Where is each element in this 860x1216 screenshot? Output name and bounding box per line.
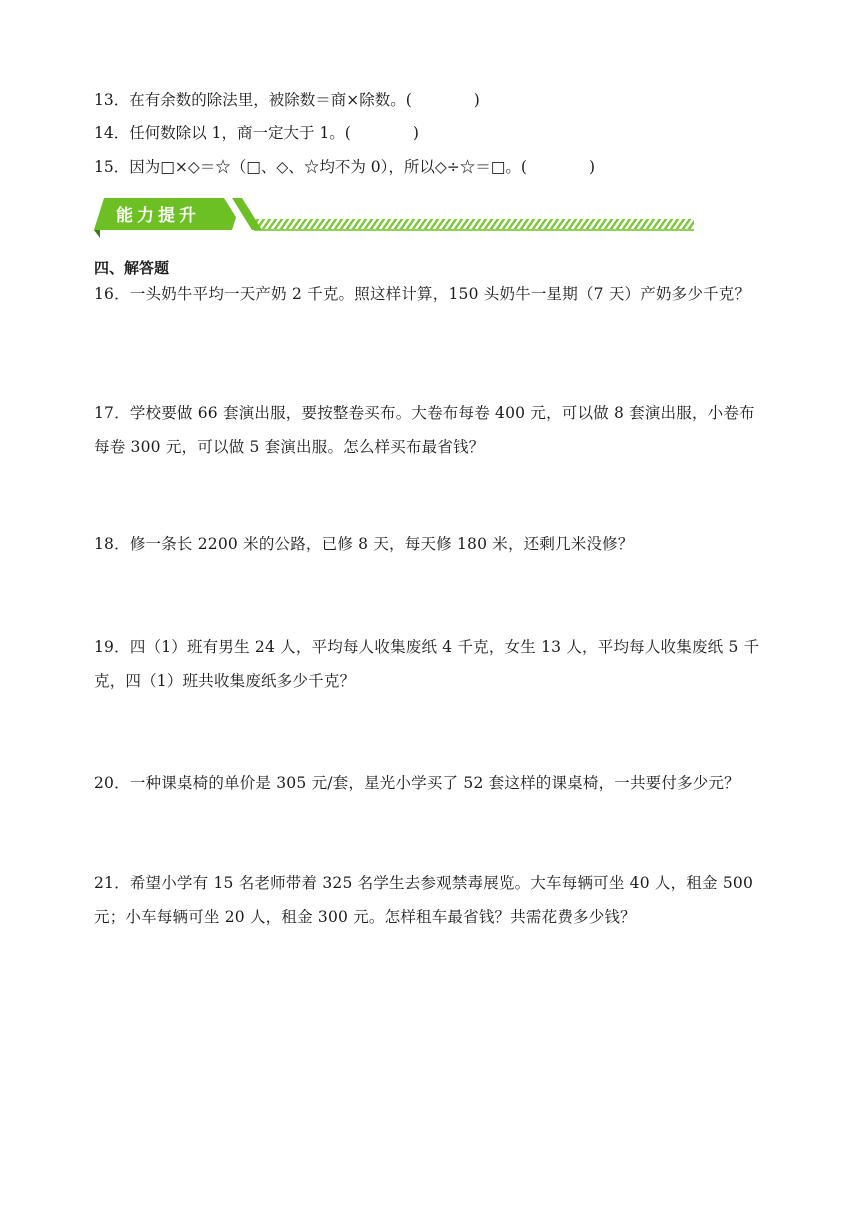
- section-title: 四、解答题: [94, 259, 170, 277]
- problem-17: 17．学校要做 66 套演出服，要按整卷买布。大卷布每卷 400 元，可以做 8 套演出服，小卷布每卷 300 元，可以做 5 套演出服。怎么样买布最省钱？: [94, 404, 755, 456]
- banner-graphic: [94, 194, 696, 240]
- banner-fold: [94, 230, 100, 238]
- problem-19: 19．四（1）班有男生 24 人，平均每人收集废纸 4 千克，女生 13 人，平均每人收集废纸 5 千克，四（1）班共收集废纸多少千克？: [94, 638, 760, 690]
- banner-stripe-bar: [254, 219, 694, 229]
- problem-20: 20．一种课桌椅的单价是 305 元/套，星光小学买了 52 套这样的课桌椅，一共要付多少元？: [94, 774, 740, 792]
- problem-21: 21．希望小学有 15 名老师带着 325 名学生去参观禁毒展览。大车每辆可坐 40 人，租金 500 元；小车每辆可坐 20 人，租金 300 元。怎样租车最省钱？共需花费多少钱？: [94, 874, 754, 926]
- judgement-item-14: 14．任何数除以 1，商一定大于 1。( ): [94, 124, 419, 142]
- problem-16: 16．一头奶牛平均一天产奶 2 千克。照这样计算，150 头奶牛一星期（7 天）产奶多少千克？: [94, 285, 751, 303]
- problem-18: 18．修一条长 2200 米的公路，已修 8 天，每天修 180 米，还剩几米没修？: [94, 535, 634, 553]
- judgement-item-15: 15．因为□×◇＝☆（□、◇、☆均不为 0），所以◇÷☆＝□。( ): [94, 158, 596, 176]
- banner-label: 能力提升: [116, 206, 200, 226]
- judgement-item-13: 13．在有余数的除法里，被除数＝商×除数。( ): [94, 91, 480, 109]
- ability-improvement-banner: [94, 194, 696, 240]
